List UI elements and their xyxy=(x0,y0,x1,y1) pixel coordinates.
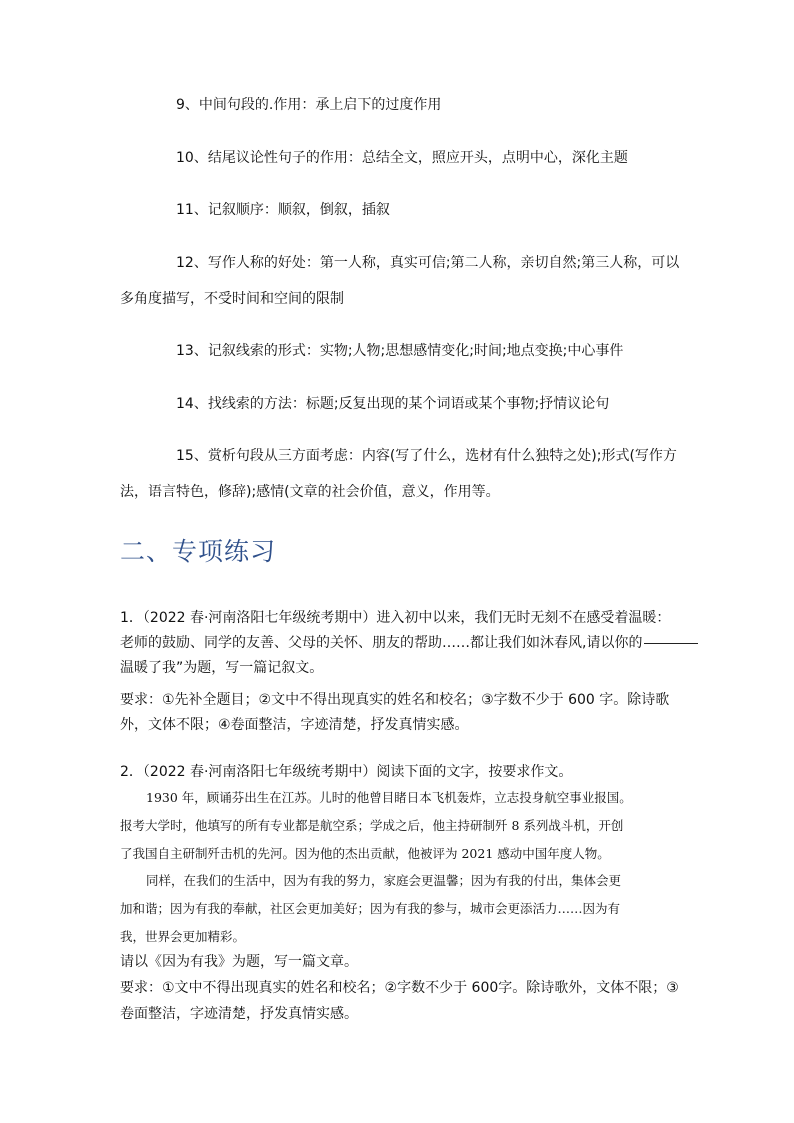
tip-item-9: 9、中间句段的.作用：承上启下的过度作用 xyxy=(176,97,442,113)
question-2-passage-line3: 了我国自主研制歼击机的先河。因为他的杰出贡献，他被评为 2021 感动中国年度人物。 xyxy=(120,846,610,861)
tip-item-14: 14、找线索的方法：标题;反复出现的某个词语或某个事物;抒情议论句 xyxy=(176,396,610,412)
tip-item-12-line2: 多角度描写，不受时间和空间的限制 xyxy=(120,291,344,307)
tip-item-10: 10、结尾议论性句子的作用：总结全文，照应开头，点明中心，深化主题 xyxy=(176,150,628,166)
tip-item-11: 11、记叙顺序：顺叙，倒叙，插叙 xyxy=(176,202,390,218)
question-2-passage-line2: 报考大学时，他填写的所有专业都是航空系；学成之后，他主持研制歼 8 系列战斗机，开创 xyxy=(120,818,624,833)
question-2-passage-line4: 同样，在我们的生活中，因为有我的努力，家庭会更温馨；因为有我的付出，集体会更 xyxy=(146,873,622,888)
question-1-line2-text: 老师的鼓励、同学的友善、父母的关怀、朋友的帮助……都让我们如沐春风,请以你的 xyxy=(120,635,643,651)
question-2-prompt: 请以《因为有我》为题，写一篇文章。 xyxy=(120,954,358,970)
question-1-line3: 温暖了我”为题，写一篇记叙文。 xyxy=(120,660,324,676)
question-2-requirement-line1: 要求：①文中不得出现真实的姓名和校名；②字数不少于 600字。除诗歌外，文体不限；③ xyxy=(120,980,679,996)
question-1-line2 xyxy=(120,633,700,653)
question-2-passage-line5: 加和谐；因为有我的奉献，社区会更加美好；因为有我的参与，城市会更添活力……因为有 xyxy=(120,901,621,916)
section-title: 二、专项练习 xyxy=(120,537,277,566)
tip-item-15-line1: 15、赏析句段从三方面考虑：内容(写了什么，选材有什么独特之处);形式(写作方 xyxy=(176,448,677,464)
fill-in-blank xyxy=(644,642,698,644)
question-1-line1: 1．（2022 春·河南洛阳七年级统考期中）进入初中以来，我们无时无刻不在感受着温暖： xyxy=(120,610,671,626)
tip-item-15-line2: 法，语言特色，修辞);感情(文章的社会价值，意义，作用等。 xyxy=(120,484,500,500)
question-2-passage-line1: 1930 年，顾诵芬出生在江苏。儿时的他曾目睹日本飞机轰炸，立志投身航空事业报国。 xyxy=(146,790,632,805)
question-1-requirement-line1: 要求：①先补全题目；②文中不得出现真实的姓名和校名；③字数不少于 600 字。除诗歌 xyxy=(120,692,670,708)
question-1-requirement-line2: 外，文体不限；④卷面整洁，字迹清楚，抒发真情实感。 xyxy=(120,717,469,733)
question-2-line1: 2．（2022 春·河南洛阳七年级统考期中）阅读下面的文字，按要求作文。 xyxy=(120,764,573,780)
tip-item-12-line1: 12、写作人称的好处：第一人称，真实可信;第二人称，亲切自然;第三人称，可以 xyxy=(176,255,680,271)
question-2-requirement-line2: 卷面整洁，字迹清楚，抒发真情实感。 xyxy=(120,1006,358,1022)
question-2-passage-line6: 我，世界会更加精彩。 xyxy=(120,929,246,944)
tip-item-13: 13、记叙线索的形式：实物;人物;思想感情变化;时间;地点变换;中心事件 xyxy=(176,343,624,359)
